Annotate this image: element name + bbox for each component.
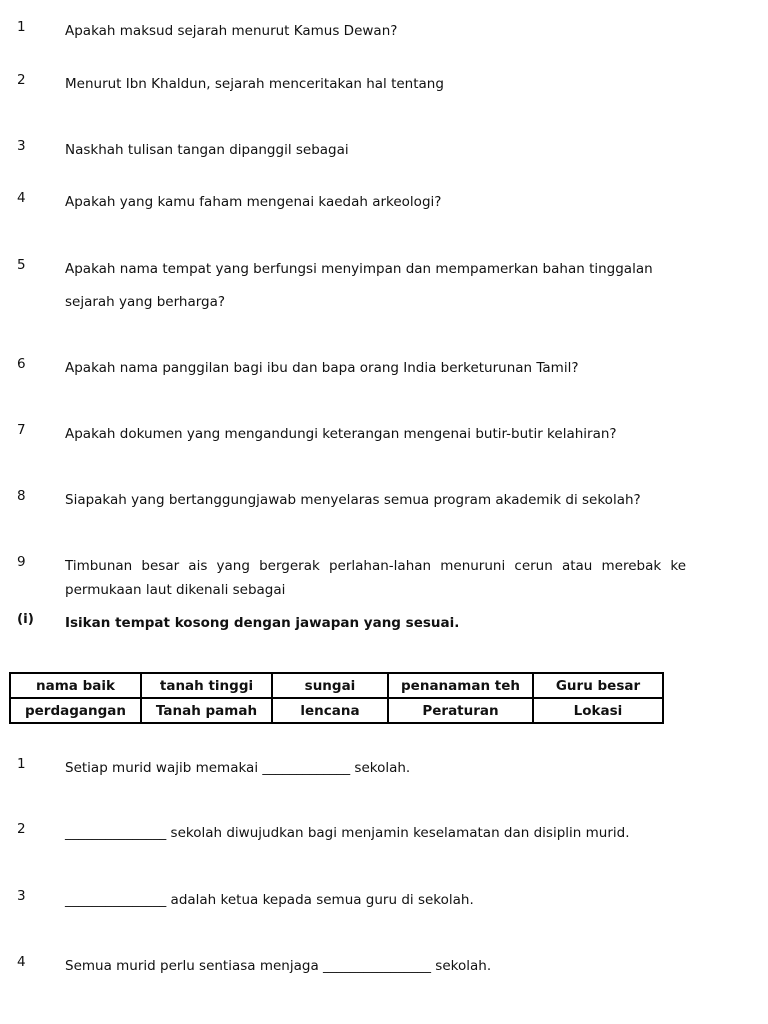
fill-blank-text: _______________ adalah ketua kepada semua guru di sekolah. xyxy=(65,892,474,908)
question-number: 3 xyxy=(17,138,26,154)
fill-blank-text: Setiap murid wajib memakai _____________ sekolah. xyxy=(65,760,411,776)
section-label: (i) xyxy=(17,611,34,627)
word-bank-cell: penanaman teh xyxy=(388,673,533,698)
question-text: Apakah nama panggilan bagi ibu dan bapa orang India berketurunan Tamil? xyxy=(65,360,579,376)
fill-blank-text: _______________ sekolah diwujudkan bagi menjamin keselamatan dan disiplin murid. xyxy=(65,825,630,841)
question-text: Apakah dokumen yang mengandungi keterangan mengenai butir-butir kelahiran? xyxy=(65,426,617,442)
word-bank-cell: Lokasi xyxy=(533,698,663,723)
question-number: 6 xyxy=(17,356,26,372)
question-number: 7 xyxy=(17,422,26,438)
table-row xyxy=(10,673,663,698)
question-number: 9 xyxy=(17,554,26,570)
question-number: 1 xyxy=(17,19,26,35)
word-bank-cell: sungai xyxy=(272,673,388,698)
fill-blank-number: 2 xyxy=(17,821,26,837)
question-text-line-1: Timbunan besar ais yang bergerak perlahan-lahan menuruni cerun atau merebak ke xyxy=(65,558,686,574)
fill-blank-number: 1 xyxy=(17,756,26,772)
question-text: Siapakah yang bertanggungjawab menyelaras semua program akademik di sekolah? xyxy=(65,492,641,508)
question-text: Apakah yang kamu faham mengenai kaedah arkeologi? xyxy=(65,194,442,210)
question-text: Menurut Ibn Khaldun, sejarah menceritakan hal tentang xyxy=(65,76,444,92)
word-bank-cell: lencana xyxy=(272,698,388,723)
word-bank-cell: Tanah pamah xyxy=(141,698,272,723)
question-text: Apakah maksud sejarah menurut Kamus Dewan? xyxy=(65,23,398,39)
word-bank-cell: Guru besar xyxy=(533,673,663,698)
table-row xyxy=(10,698,663,723)
fill-blank-number: 3 xyxy=(17,888,26,904)
question-number: 8 xyxy=(17,488,26,504)
section-instruction: Isikan tempat kosong dengan jawapan yang sesuai. xyxy=(65,615,460,631)
word-bank-cell: nama baik xyxy=(10,673,141,698)
word-bank-cell: perdagangan xyxy=(10,698,141,723)
word-bank-table xyxy=(9,672,664,724)
word-bank-cell: Peraturan xyxy=(388,698,533,723)
question-number: 2 xyxy=(17,72,26,88)
question-text: Naskhah tulisan tangan dipanggil sebagai xyxy=(65,142,349,158)
word-bank-cell: tanah tinggi xyxy=(141,673,272,698)
fill-blank-number: 4 xyxy=(17,954,26,970)
question-text-line-2: sejarah yang berharga? xyxy=(65,294,226,310)
question-text-line-1: Apakah nama tempat yang berfungsi menyimpan dan mempamerkan bahan tinggalan xyxy=(65,261,653,277)
fill-blank-text: Semua murid perlu sentiasa menjaga ________________ sekolah. xyxy=(65,958,492,974)
question-text-line-2: permukaan laut dikenali sebagai xyxy=(65,582,286,598)
question-number: 5 xyxy=(17,257,26,273)
question-number: 4 xyxy=(17,190,26,206)
